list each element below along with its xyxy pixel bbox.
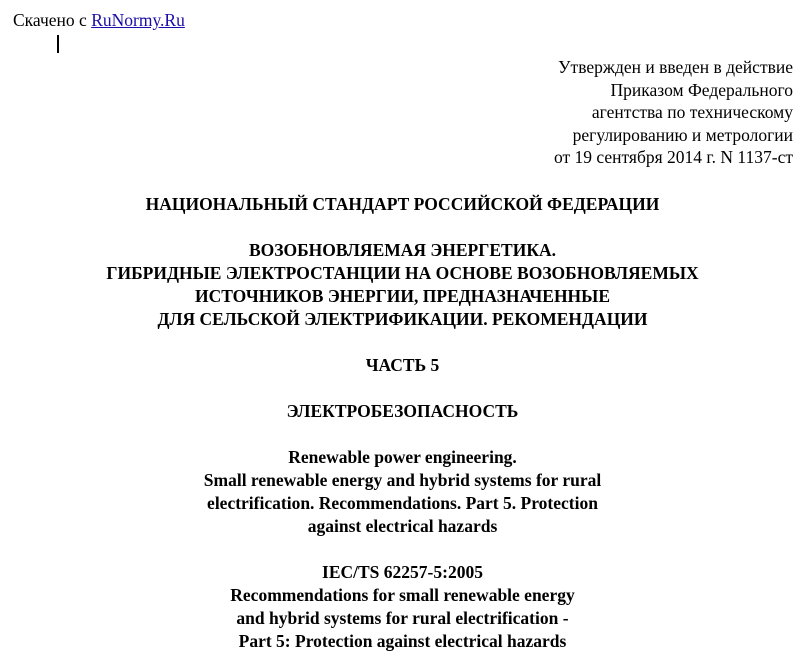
approval-line: Приказом Федерального [610, 79, 793, 100]
english-title-line: against electrical hazards [307, 516, 498, 536]
iec-reference-block [0, 561, 799, 653]
subject-title: ЭЛЕКТРОБЕЗОПАСНОСТЬ [286, 401, 519, 421]
part-number: ЧАСТЬ 5 [365, 355, 440, 375]
approval-line: регулированию и метрологии [572, 124, 793, 145]
main-title-block [0, 239, 799, 331]
iec-line: IEC/TS 62257-5:2005 [322, 562, 483, 582]
main-title-line: ИСТОЧНИКОВ ЭНЕРГИИ, ПРЕДНАЗНАЧЕННЫЕ [194, 286, 611, 306]
english-title-block [0, 446, 799, 538]
part-heading [0, 354, 799, 377]
approval-block [554, 56, 793, 169]
approval-line: агентства по техническому [591, 102, 793, 122]
national-standard-heading [0, 193, 799, 216]
subject-heading [0, 400, 799, 423]
downloaded-prefix: Скачено с [13, 10, 92, 30]
downloaded-from-note [13, 10, 185, 30]
iec-line: Part 5: Protection against electrical hazards [238, 631, 567, 651]
national-standard-title: НАЦИОНАЛЬНЫЙ СТАНДАРТ РОССИЙСКОЙ ФЕДЕРАЦИИ [145, 194, 660, 214]
approval-line: Утвержден и введен в действие [558, 57, 793, 77]
main-title-line: ДЛЯ СЕЛЬСКОЙ ЭЛЕКТРИФИКАЦИИ. РЕКОМЕНДАЦИИ [157, 309, 648, 329]
main-title-line: ГИБРИДНЫЕ ЭЛЕКТРОСТАНЦИИ НА ОСНОВЕ ВОЗОБНОВЛЯЕМЫХ [106, 263, 699, 283]
main-title-line: ВОЗОБНОВЛЯЕМАЯ ЭНЕРГЕТИКА. [248, 240, 557, 260]
approval-line: от 19 сентября 2014 г. N 1137-ст [553, 147, 793, 167]
iec-line: Recommendations for small renewable energy [230, 585, 575, 605]
english-title-line: Renewable power engineering. [288, 447, 517, 467]
english-title-line: Small renewable energy and hybrid systems for rural [203, 470, 602, 490]
text-cursor [57, 35, 59, 53]
iec-line: and hybrid systems for rural electrification - [236, 608, 569, 628]
english-title-line: electrification. Recommendations. Part 5. Protection [207, 493, 598, 513]
runormy-link[interactable]: RuNormy.Ru [91, 10, 185, 30]
